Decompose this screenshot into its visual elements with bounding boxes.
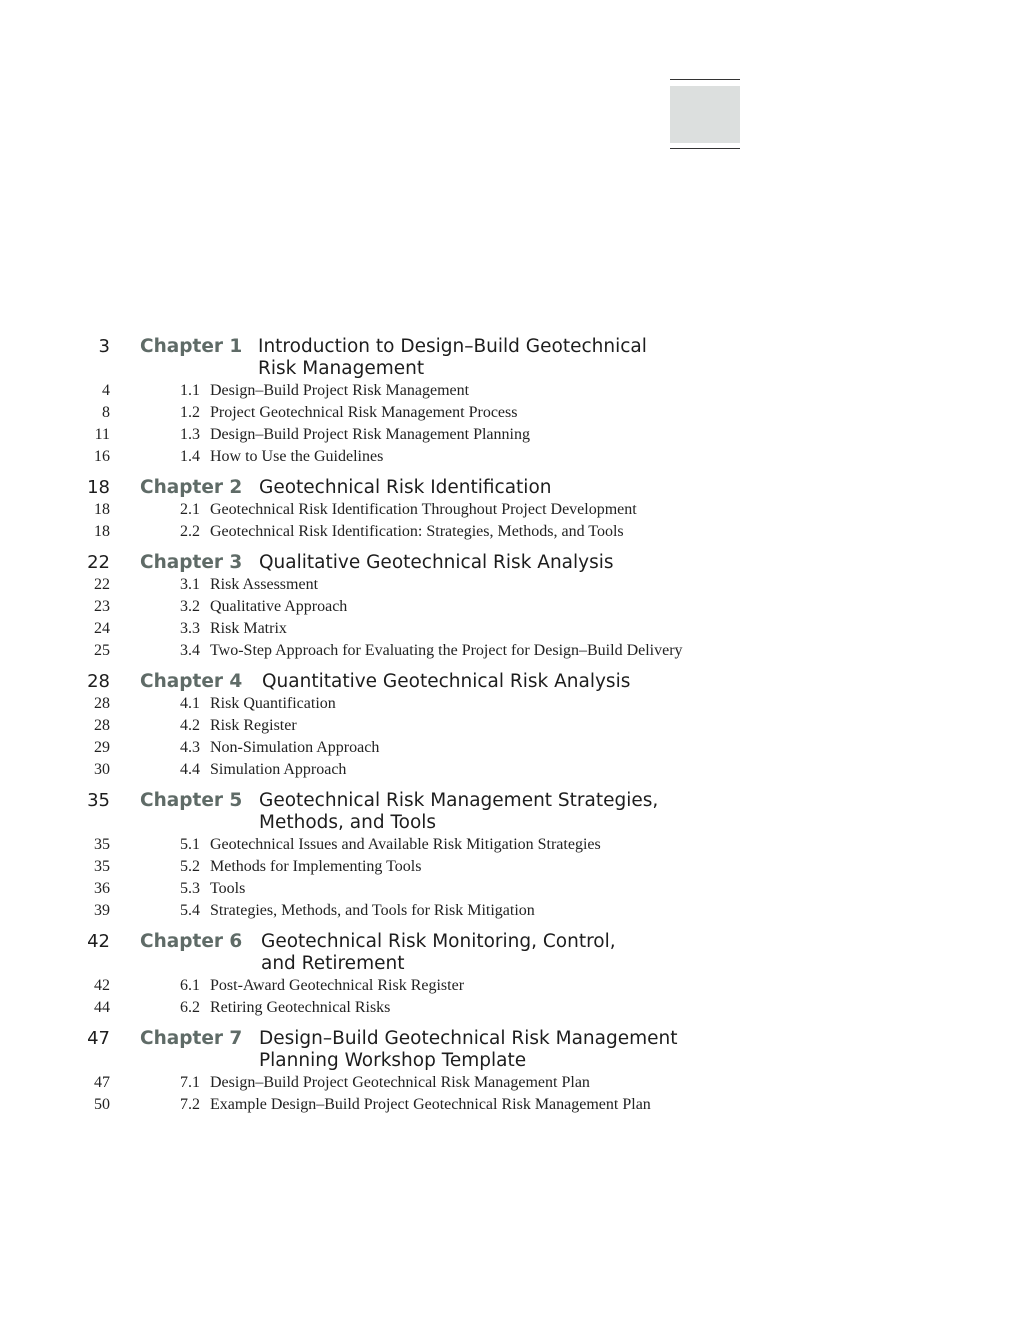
section-number: 2.1: [180, 501, 200, 518]
section-page-number: 24: [94, 620, 110, 637]
section-number: 6.2: [180, 999, 200, 1016]
section-title[interactable]: Geotechnical Issues and Available Risk Mitigation Strategies: [210, 836, 601, 853]
section-number: 3.2: [180, 598, 200, 615]
chapter-page-number: 28: [87, 671, 110, 692]
section-page-number: 35: [94, 858, 110, 875]
section-title[interactable]: Design–Build Project Geotechnical Risk Management Plan: [210, 1074, 590, 1091]
toc-section-entry[interactable]: [0, 693, 1020, 715]
section-page-number: 18: [94, 501, 110, 518]
chapter-title[interactable]: and Retirement: [261, 953, 405, 974]
toc-section-entry[interactable]: [0, 596, 1020, 618]
section-page-number: 28: [94, 695, 110, 712]
section-page-number: 50: [94, 1096, 110, 1113]
section-title[interactable]: Qualitative Approach: [210, 598, 348, 615]
section-title[interactable]: Geotechnical Risk Identification: Strategies, Methods, and Tools: [210, 523, 624, 540]
section-number: 7.1: [180, 1074, 200, 1091]
toc-section-entry[interactable]: [0, 900, 1020, 922]
toc-chapter: [0, 1028, 1020, 1116]
section-page-number: 30: [94, 761, 110, 778]
section-page-number: 44: [94, 999, 110, 1016]
chapter-title[interactable]: Risk Management: [258, 358, 425, 379]
section-page-number: 18: [94, 523, 110, 540]
section-number: 4.4: [180, 761, 200, 778]
chapter-heading: [0, 790, 1020, 812]
toc-chapter: [0, 790, 1020, 922]
chapter-title[interactable]: Geotechnical Risk Identification: [259, 477, 552, 498]
toc-section-entry[interactable]: [0, 759, 1020, 781]
section-page-number: 39: [94, 902, 110, 919]
section-title[interactable]: Non-Simulation Approach: [210, 739, 380, 756]
section-title[interactable]: Risk Register: [210, 717, 297, 734]
section-title[interactable]: Risk Quantification: [210, 695, 336, 712]
section-number: 3.4: [180, 642, 200, 659]
toc-section-entry[interactable]: [0, 975, 1020, 997]
section-number: 6.1: [180, 977, 200, 994]
toc-section-entry[interactable]: [0, 997, 1020, 1019]
section-title[interactable]: Design–Build Project Risk Management: [210, 382, 470, 399]
section-page-number: 42: [94, 977, 110, 994]
chapter-heading: [0, 671, 1020, 693]
chapter-label: Chapter 4: [140, 671, 243, 692]
section-page-number: 47: [94, 1074, 110, 1091]
toc-section-entry[interactable]: [0, 424, 1020, 446]
chapter-title[interactable]: Qualitative Geotechnical Risk Analysis: [259, 552, 614, 573]
section-title[interactable]: Example Design–Build Project Geotechnical Risk Management Plan: [210, 1096, 651, 1113]
chapter-title[interactable]: Geotechnical Risk Management Strategies,: [259, 790, 659, 811]
chapter-heading: [0, 552, 1020, 574]
toc-section-entry[interactable]: [0, 521, 1020, 543]
chapter-heading: [0, 1028, 1020, 1050]
section-title[interactable]: Methods for Implementing Tools: [210, 858, 422, 875]
section-title[interactable]: How to Use the Guidelines: [210, 448, 384, 465]
section-number: 2.2: [180, 523, 200, 540]
toc-section-entry[interactable]: [0, 737, 1020, 759]
ornament-gray-block: [670, 86, 740, 143]
section-title[interactable]: Geotechnical Risk Identification Throughout Project Development: [210, 501, 637, 518]
chapter-heading-continuation: [0, 358, 1020, 380]
toc-section-entry[interactable]: [0, 834, 1020, 856]
section-number: 4.2: [180, 717, 200, 734]
section-number: 3.3: [180, 620, 200, 637]
section-page-number: 8: [102, 404, 110, 421]
toc-chapter: [0, 336, 1020, 468]
section-title[interactable]: Risk Matrix: [210, 620, 287, 637]
ornament-bottom-rule: [670, 148, 740, 149]
chapter-page-number: 42: [87, 931, 110, 952]
chapter-heading: [0, 931, 1020, 953]
section-page-number: 28: [94, 717, 110, 734]
toc-section-entry[interactable]: [0, 380, 1020, 402]
section-number: 4.3: [180, 739, 200, 756]
toc-section-entry[interactable]: [0, 1094, 1020, 1116]
section-number: 1.2: [180, 404, 200, 421]
chapter-label: Chapter 1: [140, 336, 243, 357]
chapter-heading-continuation: [0, 953, 1020, 975]
section-page-number: 16: [94, 448, 110, 465]
toc-section-entry[interactable]: [0, 446, 1020, 468]
chapter-label: Chapter 3: [140, 552, 243, 573]
section-title[interactable]: Two-Step Approach for Evaluating the Project for Design–Build Delivery: [210, 642, 683, 659]
section-number: 1.1: [180, 382, 200, 399]
section-title[interactable]: Design–Build Project Risk Management Planning: [210, 426, 530, 443]
section-page-number: 23: [94, 598, 110, 615]
chapter-heading: [0, 336, 1020, 358]
toc-section-entry[interactable]: [0, 1072, 1020, 1094]
toc-section-entry[interactable]: [0, 499, 1020, 521]
toc-section-entry[interactable]: [0, 878, 1020, 900]
toc-section-entry[interactable]: [0, 715, 1020, 737]
toc-section-entry[interactable]: [0, 402, 1020, 424]
section-page-number: 4: [102, 382, 110, 399]
toc-section-entry[interactable]: [0, 856, 1020, 878]
section-title[interactable]: Tools: [210, 880, 246, 897]
chapter-page-number: 3: [98, 336, 110, 357]
chapter-page-number: 47: [87, 1028, 110, 1049]
toc-chapter: [0, 552, 1020, 662]
section-number: 1.3: [180, 426, 200, 443]
chapter-title[interactable]: Design–Build Geotechnical Risk Management: [259, 1028, 678, 1049]
chapter-title[interactable]: Methods, and Tools: [259, 812, 437, 833]
chapter-page-number: 18: [87, 477, 110, 498]
chapter-title[interactable]: Geotechnical Risk Monitoring, Control,: [261, 931, 616, 952]
section-title[interactable]: Retiring Geotechnical Risks: [210, 999, 391, 1016]
section-page-number: 11: [94, 426, 110, 443]
toc-section-entry[interactable]: [0, 640, 1020, 662]
section-number: 5.2: [180, 858, 200, 875]
chapter-label: Chapter 6: [140, 931, 243, 952]
section-title[interactable]: Strategies, Methods, and Tools for Risk Mitigation: [210, 902, 535, 919]
chapter-heading: [0, 477, 1020, 499]
table-of-contents: [0, 336, 1020, 1125]
section-page-number: 36: [94, 880, 110, 897]
chapter-title[interactable]: Planning Workshop Template: [259, 1050, 527, 1071]
section-page-number: 25: [94, 642, 110, 659]
section-page-number: 29: [94, 739, 110, 756]
section-number: 5.3: [180, 880, 200, 897]
section-number: 3.1: [180, 576, 200, 593]
chapter-heading-continuation: [0, 812, 1020, 834]
section-number: 4.1: [180, 695, 200, 712]
chapter-title[interactable]: Introduction to Design–Build Geotechnical: [258, 336, 647, 357]
section-number: 7.2: [180, 1096, 200, 1113]
section-number: 1.4: [180, 448, 200, 465]
section-title[interactable]: Project Geotechnical Risk Management Process: [210, 404, 518, 421]
toc-section-entry[interactable]: [0, 618, 1020, 640]
section-title[interactable]: Risk Assessment: [210, 576, 319, 593]
toc-chapter: [0, 671, 1020, 781]
chapter-label: Chapter 2: [140, 477, 243, 498]
chapter-page-number: 22: [87, 552, 110, 573]
section-number: 5.1: [180, 836, 200, 853]
chapter-label: Chapter 7: [140, 1028, 243, 1049]
section-number: 5.4: [180, 902, 200, 919]
toc-chapter: [0, 477, 1020, 543]
ornament-top-rule: [670, 79, 740, 80]
section-title[interactable]: Simulation Approach: [210, 761, 347, 778]
header-ornament: [670, 79, 740, 150]
chapter-title[interactable]: Quantitative Geotechnical Risk Analysis: [262, 671, 631, 692]
section-title[interactable]: Post-Award Geotechnical Risk Register: [210, 977, 465, 994]
toc-section-entry[interactable]: [0, 574, 1020, 596]
chapter-heading-continuation: [0, 1050, 1020, 1072]
chapter-label: Chapter 5: [140, 790, 243, 811]
section-page-number: 22: [94, 576, 110, 593]
section-page-number: 35: [94, 836, 110, 853]
chapter-page-number: 35: [87, 790, 110, 811]
toc-chapter: [0, 931, 1020, 1019]
